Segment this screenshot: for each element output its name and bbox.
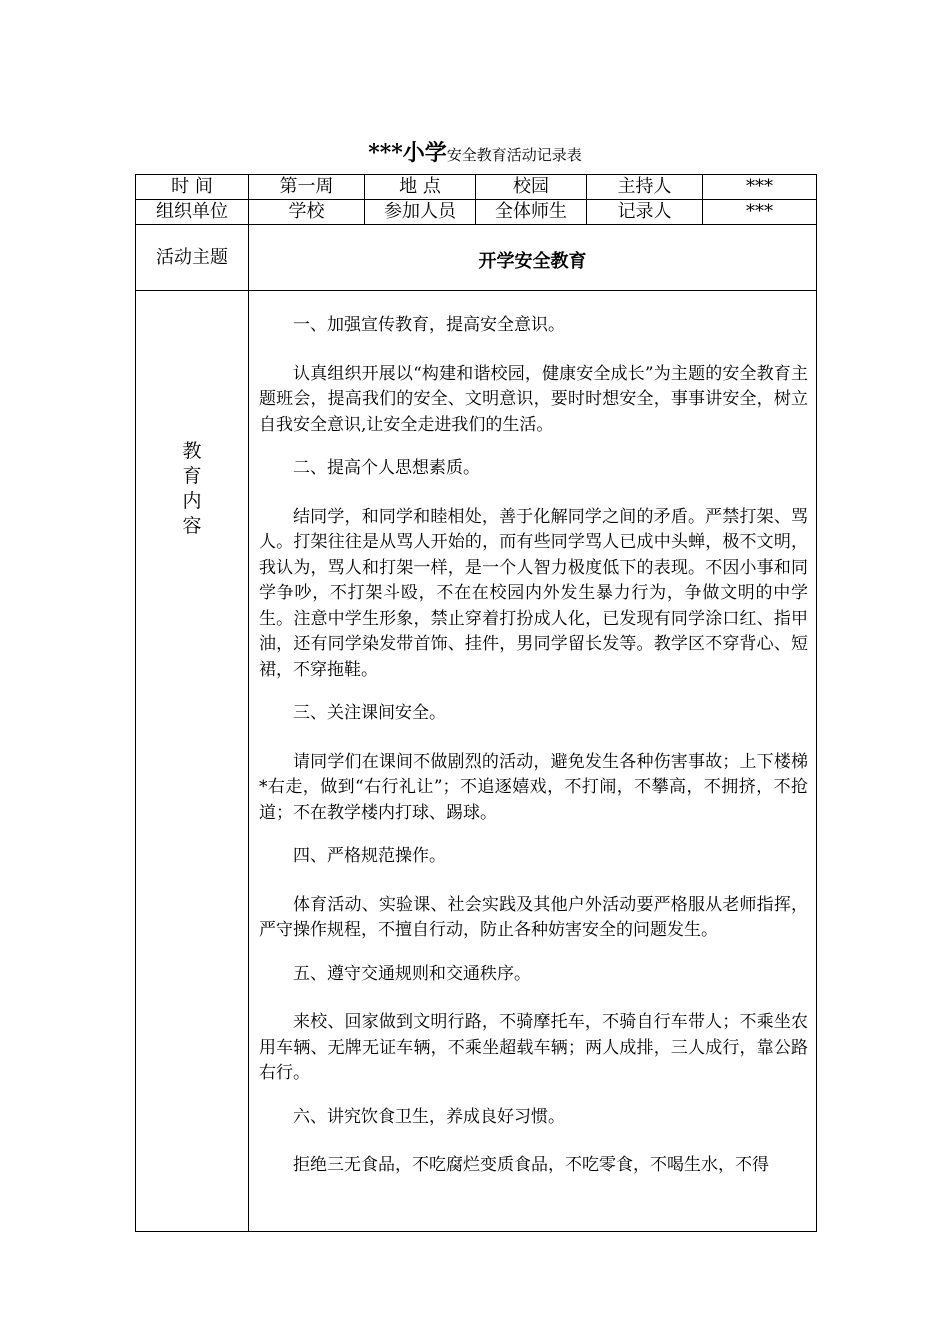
org-value: 学校 [249, 200, 365, 225]
theme-value: 开学安全教育 [249, 225, 817, 291]
content-label [182, 439, 202, 539]
paragraph: 来校、回家做到文明行路，不骑摩托车，不骑自行车带人；不乘坐农用车辆、无牌无证车辆，不乘坐超载车辆；两人成排，三人成行，靠公路右行。 [259, 1012, 808, 1083]
place-label: 地 点 [365, 175, 476, 200]
table-row [136, 200, 817, 225]
recorder-label: 记录人 [587, 200, 703, 225]
host-value: *** [703, 175, 817, 200]
paragraph: 认真组织开展以“构建和谐校园，健康安全成长”为主题的安全教育主题班会，提高我们的安全、文明意识，要时时想安全，事事讲安全，树立自我安全意识,让安全走进我们的生活。 [259, 363, 808, 435]
section-heading: 六、讲究饮食卫生，养成良好习惯。 [293, 1106, 565, 1127]
paragraph: 体育活动、实验课、社会实践及其他户外活动要严格服从老师指挥，严守操作规程，不擅自行动，防止各种妨害安全的问题发生。 [259, 894, 808, 940]
table-row [136, 291, 817, 1232]
title-form-name: 安全教育活动记录表 [446, 146, 582, 164]
page-title [0, 136, 950, 167]
section-heading: 四、严格规范操作。 [293, 846, 446, 866]
content-label-char: 内 [182, 490, 202, 512]
table-row [136, 175, 817, 200]
section-heading: 二、提高个人思想素质。 [293, 458, 480, 478]
recorder-value: *** [703, 200, 817, 225]
org-label: 组织单位 [136, 200, 249, 225]
host-label: 主持人 [587, 175, 703, 200]
content-label-char: 教 [182, 440, 202, 462]
section-heading: 三、关注课间安全。 [293, 703, 446, 723]
time-value: 第一周 [249, 175, 365, 200]
content-label-cell [136, 291, 249, 1232]
content-label-char: 容 [182, 515, 202, 537]
paragraph: 请同学们在课间不做剧烈的活动，避免发生各种伤害事故；上下楼梯*右走，做到“右行礼让”；不追逐嬉戏，不打闹，不攀高，不拥挤，不抢道；不在教学楼内打球、踢球。 [259, 751, 808, 823]
content-cell [249, 291, 817, 1232]
title-school: ***小学 [368, 140, 447, 166]
section-heading: 五、遵守交通规则和交通秩序。 [293, 963, 531, 984]
theme-label: 活动主题 [136, 225, 249, 291]
record-table [135, 174, 817, 1232]
content-label-char: 育 [182, 465, 202, 487]
place-value: 校园 [476, 175, 587, 200]
paragraph: 结同学，和同学和睦相处，善于化解同学之间的矛盾。严禁打架、骂人。打架往往是从骂人开始的，而有些同学骂人已成中头蝉，极不文明，我认为，骂人和打架一样，是一个人智力极度低下的表现。不因小事和同学争吵，不打架斗殴，不在在校园内外发生暴力行为，争做文明的中学生。注意中学生形象，禁止穿着打扮成人化，已发现有同学涂口红、指甲油，还有同学染发带首饰、挂件，男同学留长发等。教学区不穿背心、短裙，不穿拖鞋。 [259, 506, 808, 680]
participants-label: 参加人员 [365, 200, 476, 225]
table-row [136, 225, 817, 291]
participants-value: 全体师生 [476, 200, 587, 225]
section-heading: 一、加强宣传教育，提高安全意识。 [293, 315, 565, 335]
time-label: 时 间 [136, 175, 249, 200]
paragraph: 拒绝三无食品，不吃腐烂变质食品，不吃零食，不喝生水，不得 [293, 1155, 769, 1175]
